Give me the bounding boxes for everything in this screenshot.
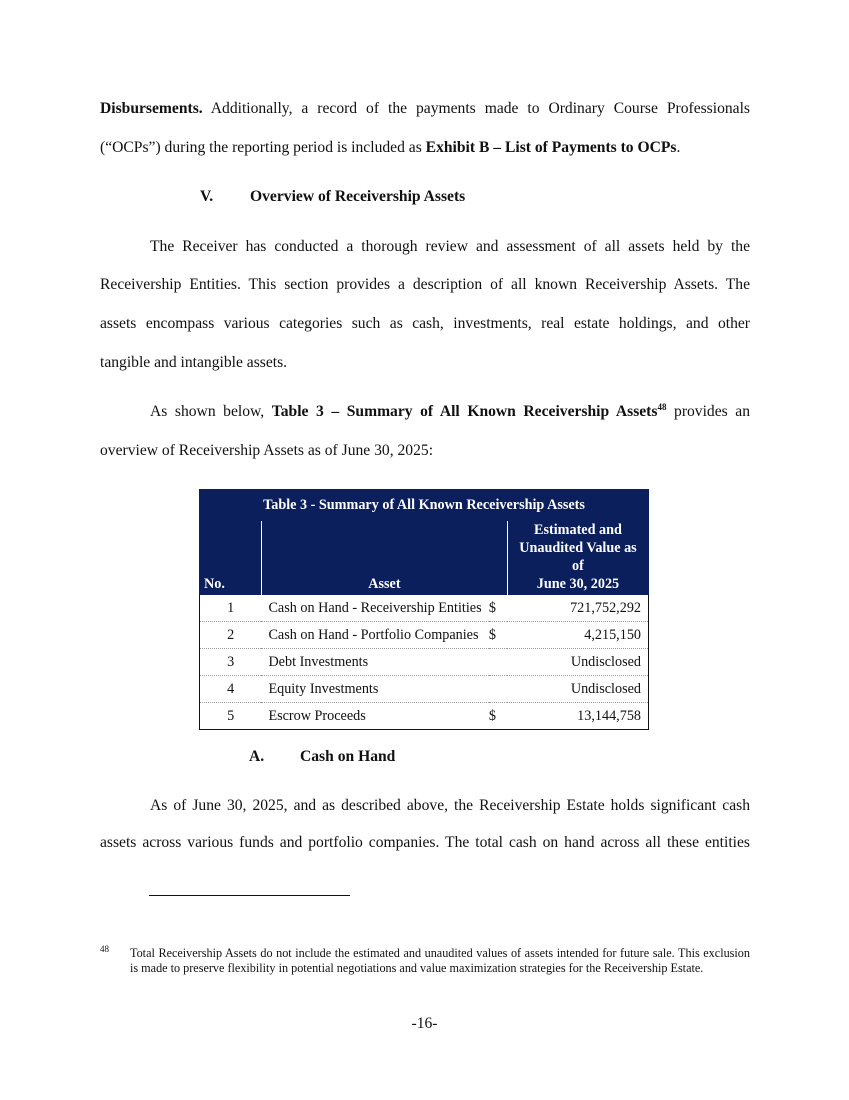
paragraph-3-line-1 <box>150 403 750 421</box>
paragraph-2-line-1: The Receiver has conducted a thorough review and assessment of all assets held by the <box>150 238 750 255</box>
row-currency: $ <box>489 595 508 622</box>
header-value-line-3: June 30, 2025 <box>536 576 620 592</box>
text-span: (“OCPs”) during the reporting period is included as <box>100 139 426 156</box>
table-header-row <box>200 521 649 596</box>
footnote-mark: 48 <box>100 944 109 954</box>
table-title: Table 3 - Summary of All Known Receivership Assets <box>200 490 649 521</box>
table-row <box>200 703 649 730</box>
table-row <box>200 622 649 649</box>
row-currency: $ <box>489 622 508 649</box>
paragraph-4-line-2: assets across various funds and portfolio companies. The total cash on hand across all these entities <box>100 834 750 851</box>
text-span: Table 3 – Summary of All Known Receivership Assets <box>271 403 658 420</box>
footnote-ref[interactable]: 48 <box>657 402 667 412</box>
paragraph-4-line-1: As of June 30, 2025, and as described above, the Receivership Estate holds significant cash <box>150 797 750 814</box>
row-currency <box>489 649 508 676</box>
section-a-number: A. <box>249 748 265 765</box>
footnote-separator <box>149 895 350 896</box>
table-row <box>200 676 649 703</box>
paragraph-3-line-2: overview of Receivership Assets as of June 30, 2025: <box>100 442 434 459</box>
paragraph-1-line-1 <box>100 100 750 118</box>
exhibit-reference: Exhibit B – List of Payments to OCPs <box>425 139 677 156</box>
text-span: As shown below, <box>150 403 272 420</box>
row-currency: $ <box>489 703 508 730</box>
paragraph-2-line-4: tangible and intangible assets. <box>100 354 288 371</box>
row-asset: Equity Investments <box>261 676 488 703</box>
header-value-line-2: Unaudited Value as of <box>519 540 637 574</box>
section-v-title: Overview of Receivership Assets <box>250 188 466 205</box>
header-value-line-1: Estimated and <box>534 522 622 538</box>
row-no: 5 <box>200 703 262 730</box>
row-value: Undisclosed <box>507 676 648 703</box>
bold-lead: Disbursements. <box>100 100 203 117</box>
row-asset: Cash on Hand - Receivership Entities <box>261 595 488 622</box>
header-value <box>507 521 648 596</box>
paragraph-2-line-2: Receivership Entities. This section provides a description of all known Receivership Assets. The <box>100 276 750 293</box>
section-a-title: Cash on Hand <box>300 748 396 765</box>
row-value: 13,144,758 <box>507 703 648 730</box>
receivership-assets-table <box>199 489 649 730</box>
row-no: 1 <box>200 595 262 622</box>
text-span: . <box>676 139 681 156</box>
paragraph-2-line-3: assets encompass various categories such as cash, investments, real estate holdings, and other <box>100 315 750 332</box>
header-no: No. <box>200 521 262 596</box>
row-value: Undisclosed <box>507 649 648 676</box>
row-currency <box>489 676 508 703</box>
row-no: 4 <box>200 676 262 703</box>
row-asset: Escrow Proceeds <box>261 703 488 730</box>
row-value: 721,752,292 <box>507 595 648 622</box>
row-no: 3 <box>200 649 262 676</box>
text-span: provides an <box>666 403 751 420</box>
table-row <box>200 595 649 622</box>
row-value: 4,215,150 <box>507 622 648 649</box>
row-asset: Cash on Hand - Portfolio Companies <box>261 622 488 649</box>
footnote-text: Total Receivership Assets do not include the estimated and unaudited values of assets intended for future sale. This exclusion is made to preserve flexibility in potential negotiations and value maximization strategies for the Receivership Estate. <box>130 946 750 975</box>
row-no: 2 <box>200 622 262 649</box>
section-v-number: V. <box>200 188 214 205</box>
table-reference <box>272 403 667 420</box>
row-asset: Debt Investments <box>261 649 488 676</box>
table-row <box>200 649 649 676</box>
text-span: Additionally, a record of the payments made to Ordinary Course Professionals <box>202 100 750 117</box>
page-number: -16- <box>411 1015 438 1032</box>
header-asset: Asset <box>261 521 507 596</box>
paragraph-1-line-2 <box>100 139 750 157</box>
